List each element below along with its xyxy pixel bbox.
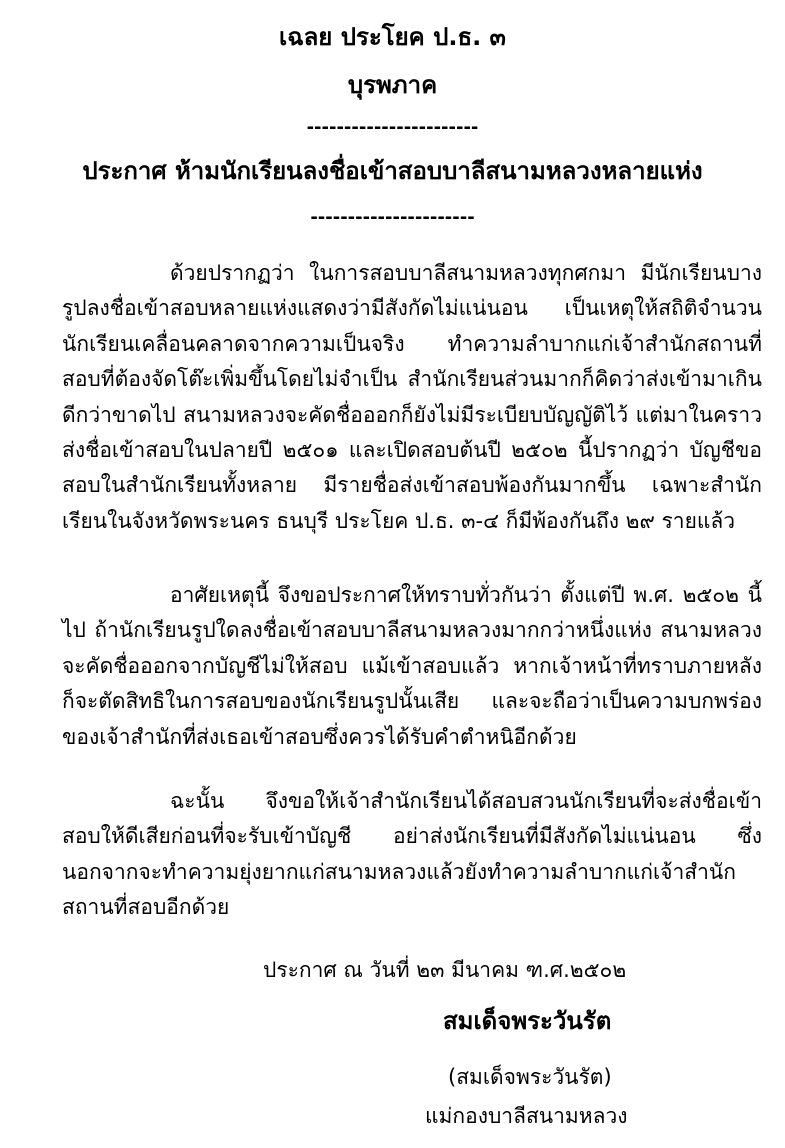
signature-position: แม่กองบาลีสนามหลวง [425, 1104, 628, 1128]
announcement-title: ประกาศ ห้ามนักเรียนลงชื่อเข้าสอบบาลีสนามหลวงหลายแห่ง [82, 157, 703, 185]
paragraph-2: อาศัยเหตุนี้ จึงขอประกาศให้ทราบทั่วกันว่า ตั้งแต่ปี พ.ศ. ๒๕๐๒ นี้ไป ถ้านักเรียนรูปใดลงชื่อเข้าสอบบาลีสนามหลวงมากกว่าหนึ่งแห่ง สนามหลวงจะคัดชื่อออกจากบัญชีไม่ให้สอบ แม้เข้าสอบแล้ว หากเจ้าหน้าที่ทราบภายหลัง ก็จะตัดสิทธิในการสอบของนักเรียนรูปนั้นเสีย และจะถือว่าเป็นความบกพร่องของเจ้าสำนักที่ส่งเธอเข้าสอบซึ่งควรได้รับคำตำหนิอีกด้วย [62, 583, 762, 749]
paragraph-3: ฉะนั้น จึงขอให้เจ้าสำนักเรียนได้สอบสวนนักเรียนที่จะส่งชื่อเข้าสอบให้ดีเสียก่อนที่จะรับเข้าบัญชี อย่าส่งนักเรียนที่มีสังกัดไม่แน่นอน ซึ่งนอกจากจะทำความยุ่งยากแก่สนามหลวงแล้วยังทำความลำบากแก่เจ้าสำนักสถานที่สอบอีกด้วย [62, 789, 762, 920]
separator-bottom: ---------------------- [310, 207, 475, 228]
date-line: ประกาศ ณ วันที่ ๒๓ มีนาคม ฑ.ศ.๒๕๐๒ [263, 958, 627, 982]
separator-top: ----------------------- [306, 117, 479, 138]
section-title: บุรพภาค [347, 71, 438, 99]
paragraph-1: ด้วยปรากฏว่า ในการสอบบาลีสนามหลวงทุกศกมา มีนักเรียนบางรูปลงชื่อเข้าสอบหลายแห่งแสดงว่ามีสังกัดไม่แน่นอน เป็นเหตุให้สถิติจำนวนนักเรียนเคลื่อนคลาดจากความเป็นจริง ทำความลำบากแก่เจ้าสำนักสถานที่สอบที่ต้องจัดโต๊ะเพิ่มขึ้นโดยไม่จำเป็น สำนักเรียนส่วนมากก็คิดว่าส่งเข้ามาเกินดีกว่าขาดไป สนามหลวงจะคัดชื่อออกก็ยังไม่มีระเบียบบัญญัติไว้ แต่มาในคราวส่งชื่อเข้าสอบในปลายปี ๒๕๐๑ และเปิดสอบต้นปี ๒๕๐๒ นี้ปรากฏว่า บัญชีขอสอบในสำนักเรียนทั้งหลาย มีรายชื่อส่งเข้าสอบพ้องกันมากขึ้น เฉพาะสำนักเรียนในจังหวัดพระนคร ธนบุรี ประโยค ป.ธ. ๓-๔ ก็มีพ้องกันถึง ๒๙ รายแล้ว [62, 261, 762, 533]
signature-parenthetical: (สมเด็จพระวันรัต) [448, 1065, 612, 1089]
signature-name: สมเด็จพระวันรัต [443, 1007, 612, 1035]
document-heading: เฉลย ประโยค ป.ธ. ๓ [279, 23, 506, 51]
